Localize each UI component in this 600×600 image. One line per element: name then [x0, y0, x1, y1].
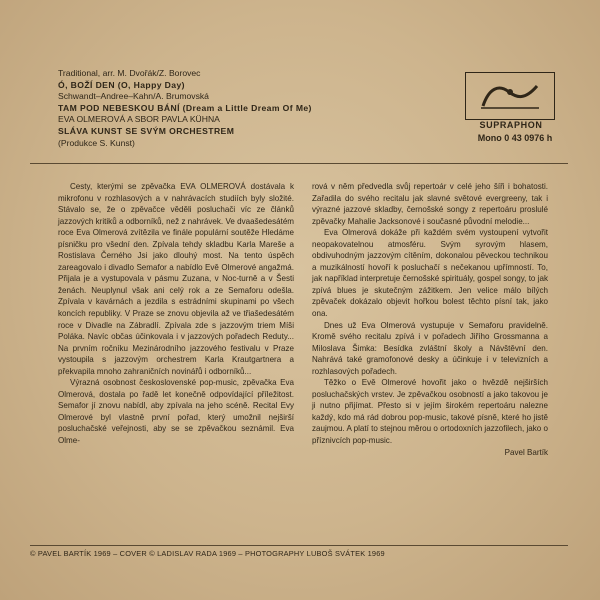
paragraph: Výrazná osobnost československé pop-music, zpěvačka Eva Olmerová, dostala po řadě let konečně odpovídající příležitost. Semafor jí znovu nabídl, aby zpívala na jeho scéně. Recital Evy Olmerové byl vlastně první pořad, který umožnil nejširší posluchačské veřejnosti, aby se se zpěvačkou seznámil. Eva Olme- — [58, 378, 294, 446]
track-listing — [58, 68, 448, 149]
paragraph: rová v něm předvedla svůj repertoár v celé jeho šíři i bohatosti. Zařadila do svého recitalu jak slavné světové evergreeny, tak i výrazné jazzové skladby, černošské songy z repertoáru proslulé zpěvačky Mahalie Jacksonové i současné původní melodie... — [312, 182, 548, 226]
label-name: SUPRAPHON — [479, 120, 543, 130]
paragraph: Cesty, kterými se zpěvačka EVA OLMEROVÁ dostávala k mikrofonu v rozhlasových a v nahrávacích studiích byly složité. Stávalo se, že o zpěvačce věděli posluchači víc ze článků jazzových kritiků a odborníků, než z nahrávek. Ve dvaašedesátém roce Eva Olmerová zvítězila ve finále populární soutěže Hledáme písničku pro všední den. Zpívala tehdy skladbu Karla Mareše a Rostislava Černého Jsi jako dlouhý most. Na tento úspěch zareagovalo i divadlo Semafor a nabídlo Evě Olmerové angažmá. Přijala je a vystupovala v pásmu Zuzana, v Noc-turně a v Šesti ženách. Neuplynul však ani celý rok a ze Semaforu odešla. Zpívala v kavárnách a jezdila s estrádními skupinami po všech koncích republiky. V Praze se znovu objevila až ve třiašedesátém roce v Divadle na Zábradlí. Zpívala zde s jazzovým triem Míši Poláka. Navíc občas účinkovala i v jazzových pořadech Reduty... Na prvním ročníku Mezinárodního jazzového festivalu v Praze vystoupila s jazzovým orchestrem Karla Krautgartnera a překvapila mnoho zahraničních novinářů i odborníků... — [58, 182, 294, 376]
paragraph: Dnes už Eva Olmerová vystupuje v Semaforu pravidelně. Kromě svého recitalu zpívá i v pořadech Jiřího Grossmanna a Miloslava Šimka: Besídka zvláštní školy a Návštěvní den. Nahrává také gramofonové desky a účinkuje i v televizních a rozhlasových pořadech. — [312, 320, 548, 376]
track2-title: TAM POD NEBESKOU BÁNÍ (Dream a Little Dream Of Me) — [58, 102, 312, 113]
track2-composer: Schwandt–Andree–Kahn/A. Brumovská — [58, 91, 209, 102]
track1-title: Ó, BOŽÍ DEN (O, Happy Day) — [58, 79, 185, 90]
liner-notes-left — [58, 181, 294, 447]
track1-composer: Traditional, arr. M. Dvořák/Z. Borovec — [58, 68, 201, 78]
orchestra: SLÁVA KUNST SE SVÝM ORCHESTREM — [58, 125, 235, 136]
paragraph: Eva Olmerová dokáže při každém svém vystoupení vytvořit neopakovatelnou atmosféru. Svým syrovým hlasem, obdivuhodným jazzovým cítěním, dokonalou pěveckou technikou a muzikálností hovoří k posluchačí s nečekanou upřímností. To, jak například interpretuje černošské spirituály, gospel songy, to jak zpívá blues je skutečným zážitkem. Jen velice málo bílých zpěvaček dokázalo objevit hořkou bolest těchto písní tak, jako ona. — [312, 228, 548, 319]
performer: EVA OLMEROVÁ A SBOR PAVLA KÜHNA — [58, 114, 220, 125]
supraphon-logo-icon — [465, 72, 555, 120]
liner-notes-right — [312, 181, 548, 458]
catalog-number: Mono 0 43 0976 h — [477, 133, 553, 143]
paragraph: Těžko o Evě Olmerové hovořit jako o hvězdě nejširších posluchačských vrstev. Je zpěvačkou osobností a jako takovou je ji nutno přijímat. Přesto si v jejím širokém repertoáru nalezne každý, kdo má rád dobrou pop-music, takové písně, které ho jistě zaujmou. A platí to stejnou měrou o ortodoxních jazzofilech, jako o příznivcích pop-music. — [312, 378, 548, 446]
author-signature: Pavel Bartík — [504, 447, 548, 457]
divider-bottom — [30, 545, 568, 546]
divider-top — [30, 163, 568, 164]
producer: (Produkce S. Kunst) — [58, 137, 135, 148]
copyright-credits: © PAVEL BARTÍK 1969 – COVER © LADISLAV RADA 1969 – PHOTOGRAPHY LUBOŠ SVÁTEK 1969 — [30, 549, 385, 558]
